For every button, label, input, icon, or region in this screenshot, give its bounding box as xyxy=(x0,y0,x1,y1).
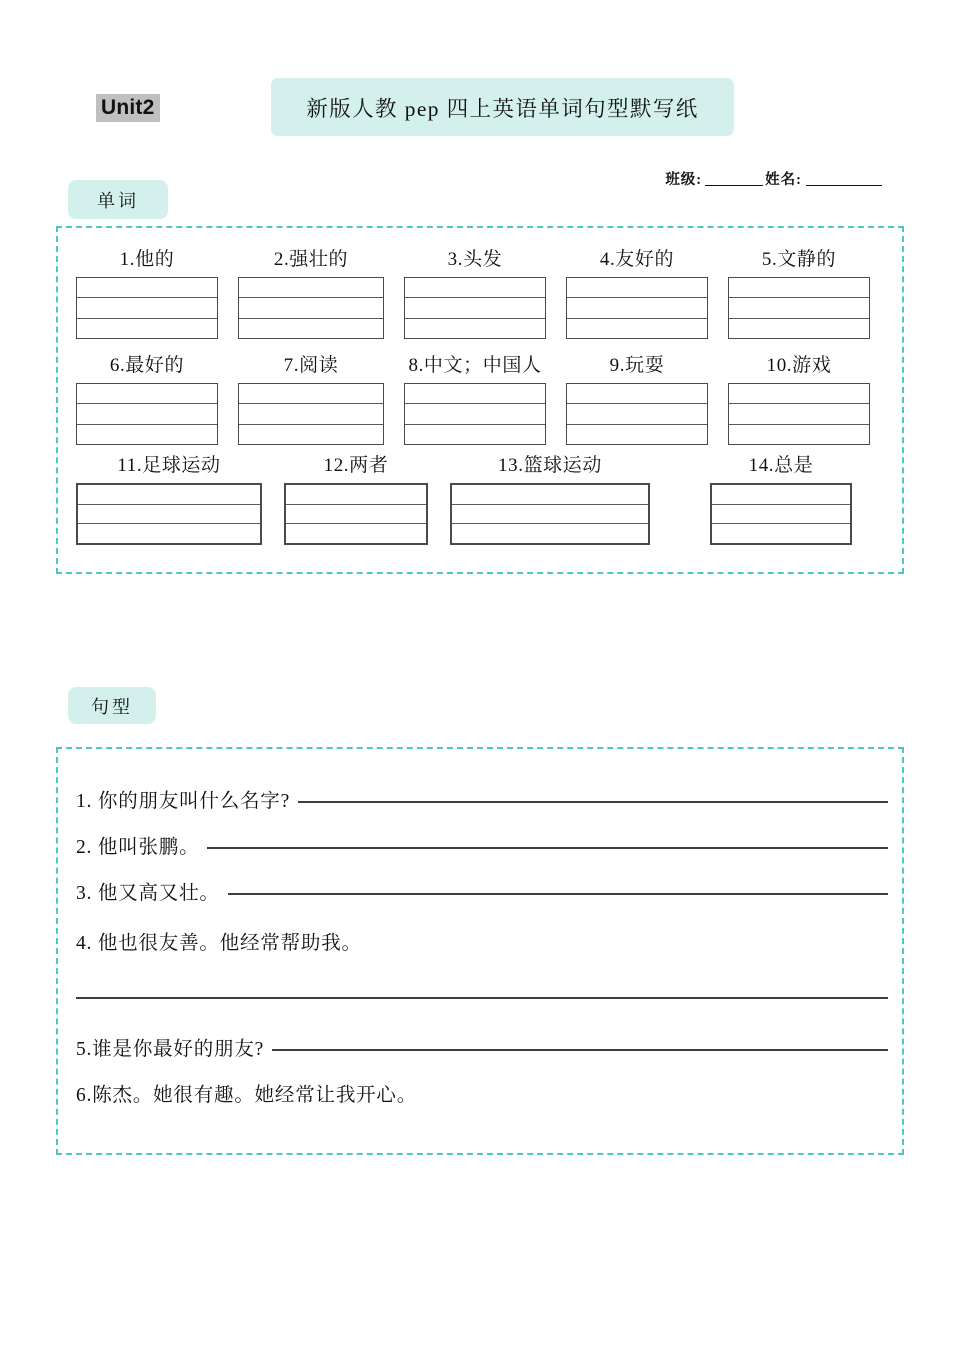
word-cell xyxy=(76,456,262,545)
word-cell xyxy=(566,250,708,339)
writing-line[interactable] xyxy=(452,524,648,543)
section-tag-words-label: 单词 xyxy=(97,190,139,211)
sentence-item xyxy=(76,785,888,813)
writing-line[interactable] xyxy=(712,524,850,543)
writing-line[interactable] xyxy=(286,505,426,525)
sentence-item xyxy=(76,927,888,955)
word-writing-box[interactable] xyxy=(76,383,218,445)
answer-blank-line[interactable] xyxy=(298,801,888,803)
word-writing-box[interactable] xyxy=(238,383,384,445)
word-cell xyxy=(238,250,384,339)
worksheet-title-badge xyxy=(271,78,734,136)
word-label: 1.他的 xyxy=(119,249,175,270)
writing-line[interactable] xyxy=(729,298,869,318)
writing-line[interactable] xyxy=(78,524,260,543)
word-cell xyxy=(404,356,546,445)
writing-line[interactable] xyxy=(567,425,707,444)
word-writing-box[interactable] xyxy=(404,277,546,339)
word-writing-box[interactable] xyxy=(728,383,870,445)
word-cell xyxy=(238,356,384,445)
writing-line[interactable] xyxy=(239,319,383,338)
writing-line[interactable] xyxy=(452,485,648,505)
word-writing-box[interactable] xyxy=(76,483,262,545)
writing-line[interactable] xyxy=(712,505,850,525)
sentence-text: 3. 他又高又壮。 xyxy=(76,883,220,904)
word-label: 2.强壮的 xyxy=(273,249,349,270)
writing-line[interactable] xyxy=(77,319,217,338)
class-input-blank[interactable] xyxy=(705,185,763,186)
answer-blank-line[interactable] xyxy=(228,893,888,895)
writing-line[interactable] xyxy=(77,384,217,404)
word-label: 12.两者 xyxy=(323,455,389,476)
writing-line[interactable] xyxy=(239,278,383,298)
word-label: 8.中文；中国人 xyxy=(408,355,542,376)
writing-line[interactable] xyxy=(405,278,545,298)
answer-blank-line[interactable] xyxy=(207,847,888,849)
writing-line[interactable] xyxy=(712,485,850,505)
word-cell xyxy=(728,356,870,445)
writing-line[interactable] xyxy=(729,384,869,404)
writing-line[interactable] xyxy=(729,404,869,424)
word-label: 3.头发 xyxy=(447,249,503,270)
word-cell xyxy=(710,456,852,545)
word-label: 11.足球运动 xyxy=(117,455,221,476)
word-cell xyxy=(728,250,870,339)
sentence-item xyxy=(76,877,888,905)
section-tag-patterns xyxy=(68,687,156,724)
student-info-row xyxy=(665,168,882,189)
word-writing-box[interactable] xyxy=(238,277,384,339)
class-label: 班级: xyxy=(665,172,703,188)
section-tag-words xyxy=(68,180,168,219)
word-cell xyxy=(284,456,428,545)
sentence-text: 5.谁是你最好的朋友? xyxy=(76,1039,265,1060)
answer-blank-line[interactable] xyxy=(272,1049,888,1051)
word-writing-box[interactable] xyxy=(404,383,546,445)
writing-line[interactable] xyxy=(286,485,426,505)
name-label: 姓名: xyxy=(765,172,802,188)
writing-line[interactable] xyxy=(77,298,217,318)
sentence-text: 1. 你的朋友叫什么名字? xyxy=(76,791,291,812)
word-writing-box[interactable] xyxy=(450,483,650,545)
writing-line[interactable] xyxy=(567,319,707,338)
writing-line[interactable] xyxy=(729,319,869,338)
writing-line[interactable] xyxy=(729,278,869,298)
word-writing-box[interactable] xyxy=(728,277,870,339)
word-label: 14.总是 xyxy=(748,455,814,476)
writing-line[interactable] xyxy=(239,298,383,318)
writing-line[interactable] xyxy=(567,384,707,404)
section-tag-patterns-label: 句型 xyxy=(91,696,133,717)
word-writing-box[interactable] xyxy=(566,383,708,445)
writing-line[interactable] xyxy=(77,404,217,424)
word-label: 4.友好的 xyxy=(599,249,675,270)
writing-line[interactable] xyxy=(567,298,707,318)
writing-line[interactable] xyxy=(405,404,545,424)
writing-line[interactable] xyxy=(405,298,545,318)
word-row xyxy=(58,456,920,545)
sentence-item xyxy=(76,1079,888,1107)
writing-line[interactable] xyxy=(77,425,217,444)
writing-line[interactable] xyxy=(239,425,383,444)
writing-line[interactable] xyxy=(567,278,707,298)
word-cell xyxy=(566,356,708,445)
sentences-panel xyxy=(56,747,904,1155)
word-label: 10.游戏 xyxy=(766,355,832,376)
sentence-item xyxy=(76,1033,888,1061)
writing-line[interactable] xyxy=(405,384,545,404)
word-writing-box[interactable] xyxy=(566,277,708,339)
word-label: 5.文静的 xyxy=(761,249,837,270)
word-label: 9.玩耍 xyxy=(609,355,665,376)
writing-line[interactable] xyxy=(567,404,707,424)
name-input-blank[interactable] xyxy=(806,185,882,186)
words-panel xyxy=(56,226,904,574)
answer-blank-line-full[interactable] xyxy=(76,997,888,999)
word-cell xyxy=(404,250,546,339)
word-label: 6.最好的 xyxy=(109,355,185,376)
word-writing-box[interactable] xyxy=(76,277,218,339)
sentence-item xyxy=(76,831,888,859)
word-cell xyxy=(450,456,650,545)
sentence-list xyxy=(58,749,902,1153)
writing-line[interactable] xyxy=(239,404,383,424)
word-label: 13.篮球运动 xyxy=(498,455,602,476)
writing-line[interactable] xyxy=(77,278,217,298)
writing-line[interactable] xyxy=(405,319,545,338)
writing-line[interactable] xyxy=(729,425,869,444)
writing-line[interactable] xyxy=(78,505,260,525)
unit-label: Unit2 xyxy=(96,94,160,122)
word-row xyxy=(58,250,920,339)
word-row xyxy=(58,356,920,445)
word-writing-box[interactable] xyxy=(710,483,852,545)
writing-line[interactable] xyxy=(239,384,383,404)
writing-line[interactable] xyxy=(78,485,260,505)
sentence-text: 4. 他也很友善。他经常帮助我。 xyxy=(76,933,362,954)
word-grid xyxy=(58,228,902,572)
sentence-text: 2. 他叫张鹏。 xyxy=(76,837,200,858)
word-writing-box[interactable] xyxy=(284,483,428,545)
writing-line[interactable] xyxy=(405,425,545,444)
writing-line[interactable] xyxy=(452,505,648,525)
writing-line[interactable] xyxy=(286,524,426,543)
page-title: 新版人教 pep 四上英语单词句型默写纸 xyxy=(306,96,699,121)
word-label: 7.阅读 xyxy=(283,355,339,376)
sentence-text: 6.陈杰。她很有趣。她经常让我开心。 xyxy=(76,1085,418,1106)
page-header xyxy=(0,78,960,138)
word-cell xyxy=(76,250,218,339)
word-cell xyxy=(76,356,218,445)
